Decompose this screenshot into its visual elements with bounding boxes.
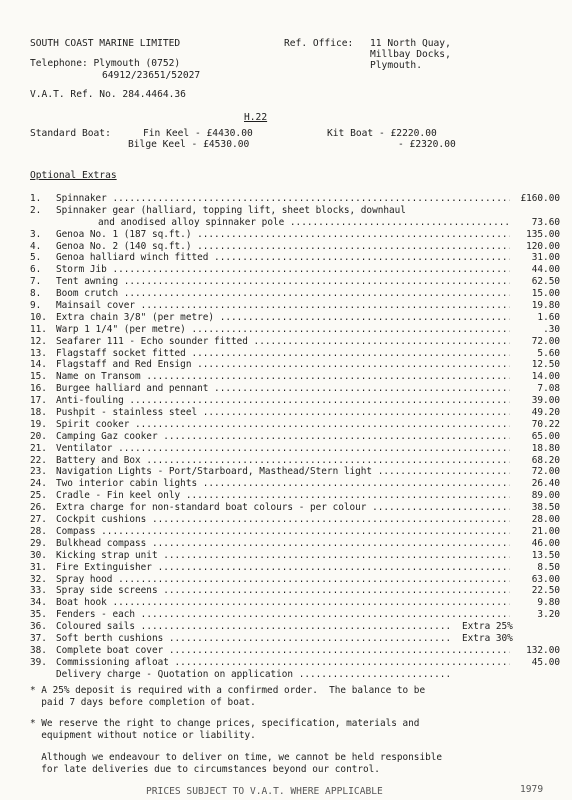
telephone-line2: 64912/23651/52027 — [102, 70, 201, 81]
extra-item-description: Delivery charge - Quotation on application ..... — [56, 669, 450, 681]
extra-item-row — [30, 562, 560, 574]
kit-boat-price: Kit Boat - £2220.00 — [327, 128, 437, 139]
extra-item-number: 4. — [30, 240, 42, 252]
extra-item-number: 27. — [30, 514, 47, 526]
extra-item-price: 45.00 — [531, 656, 560, 668]
extra-item-row — [30, 538, 560, 550]
extra-item-number: 7. — [30, 276, 42, 288]
extra-item-row — [30, 193, 560, 205]
extra-item-price: 28.00 — [531, 514, 560, 526]
extra-item-description: Flagstaff and Red Ensign ..... — [56, 359, 510, 371]
extra-item-row — [30, 633, 560, 645]
extra-item-number: 23. — [30, 466, 47, 478]
extra-item-row — [30, 526, 560, 538]
extra-item-price: 70.22 — [531, 418, 560, 430]
extra-item-description: and anodised alloy spinnaker pole ..... — [98, 217, 510, 229]
extra-item-row — [30, 466, 560, 478]
extra-item-price: 9.80 — [537, 597, 560, 609]
extra-item-row — [30, 252, 560, 264]
extra-item-description: Compass ..... — [56, 526, 510, 538]
extra-item-number: 5. — [30, 252, 42, 264]
extra-item-description: Storm Jib ..... — [56, 264, 510, 276]
extra-item-description: Navigation Lights - Port/Starboard, Masthead/Stern light ..... — [56, 466, 510, 478]
extra-item-row — [30, 490, 560, 502]
extra-item-row — [30, 455, 560, 467]
extra-item-price: 21.00 — [531, 525, 560, 537]
extra-item-row — [30, 371, 560, 383]
extra-item-description: Boat hook ..... — [56, 597, 510, 609]
extra-item-description: Kicking strap unit ..... — [56, 550, 510, 562]
extra-item-description: Anti-fouling ..... — [56, 395, 510, 407]
extra-item-number: 12. — [30, 335, 47, 347]
extra-item-row — [30, 205, 560, 217]
extra-item-number: 17. — [30, 395, 47, 407]
extra-item-number: 21. — [30, 442, 47, 454]
vat-reference: V.A.T. Ref. No. 284.4464.36 — [30, 89, 186, 100]
extra-item-description: Warp 1 1/4" (per metre) ..... — [56, 324, 510, 336]
extra-item-row — [30, 645, 560, 657]
extra-item-number: 31. — [30, 561, 47, 573]
extra-item-price: 135.00 — [526, 228, 560, 240]
extra-item-price: 13.50 — [531, 549, 560, 561]
extra-item-row — [30, 419, 560, 431]
extra-item-price: 38.50 — [531, 502, 560, 514]
telephone-line1: Telephone: Plymouth (0752) — [30, 58, 181, 69]
extra-item-price: 89.00 — [531, 490, 560, 502]
extra-item-description: Burgee halliard and pennant ..... — [56, 383, 510, 395]
extra-item-row — [30, 288, 560, 300]
extra-item-number: 2. — [30, 204, 42, 216]
extra-item-row — [30, 383, 560, 395]
extra-item-description: Complete boat cover ..... — [56, 645, 510, 657]
extra-item-number: 3. — [30, 228, 42, 240]
extra-item-number: 25. — [30, 490, 47, 502]
extra-item-number: 33. — [30, 585, 47, 597]
extra-item-description: Genoa No. 2 (140 sq.ft.) ..... — [56, 241, 510, 253]
extra-item-row — [30, 407, 560, 419]
extra-item-description: Coloured sails ..... — [56, 621, 450, 633]
extra-item-description: Boom crutch ..... — [56, 288, 510, 300]
extra-item-price: Extra 30% — [462, 632, 513, 644]
extra-item-number: 32. — [30, 573, 47, 585]
extra-item-row — [30, 621, 560, 633]
extra-item-price: 68.20 — [531, 454, 560, 466]
extra-item-number: 29. — [30, 537, 47, 549]
extra-item-price: 120.00 — [526, 240, 560, 252]
extra-item-row — [30, 359, 560, 371]
office-line2: Millbay Docks, — [370, 49, 451, 60]
extra-item-description: Name on Transom ..... — [56, 371, 510, 383]
extra-item-description: Spray hood ..... — [56, 574, 510, 586]
extra-item-price: £160.00 — [520, 193, 560, 204]
extra-item-number: 13. — [30, 347, 47, 359]
deposit-note-line2: paid 7 days before completion of boat. — [30, 697, 256, 708]
extra-item-description: Battery and Box ..... — [56, 455, 510, 467]
extra-item-price: 8.50 — [537, 561, 560, 573]
extra-item-row — [30, 443, 560, 455]
extra-item-price: 65.00 — [531, 430, 560, 442]
extra-item-number: 15. — [30, 371, 47, 383]
office-line3: Plymouth. — [370, 60, 422, 71]
extra-item-row — [30, 336, 560, 348]
delivery-note-line2: for late deliveries due to circumstances beyond our control. — [30, 764, 380, 775]
extra-item-description: Two interior cabin lights ..... — [56, 478, 510, 490]
kit-boat-price-2: - £2320.00 — [398, 139, 456, 150]
office-line1: 11 North Quay, — [370, 38, 451, 49]
extra-item-row — [30, 478, 560, 490]
extra-item-price: 132.00 — [526, 644, 560, 656]
extra-item-row — [30, 585, 560, 597]
extra-item-price: 3.20 — [537, 609, 560, 621]
extra-item-number: 26. — [30, 502, 47, 514]
extra-item-row — [30, 550, 560, 562]
extra-item-description: Tent awning ..... — [56, 276, 510, 288]
company-name: SOUTH COAST MARINE LIMITED — [30, 38, 181, 49]
extra-item-description: Extra chain 3/8" (per metre) ..... — [56, 312, 510, 324]
extra-item-number: 35. — [30, 609, 47, 621]
extra-item-number: 20. — [30, 430, 47, 442]
extra-item-number: 14. — [30, 359, 47, 371]
extra-item-price: 7.08 — [537, 383, 560, 395]
extra-item-row — [30, 597, 560, 609]
extra-item-row — [30, 217, 560, 229]
extra-item-row — [30, 431, 560, 443]
extra-item-number: 22. — [30, 454, 47, 466]
extra-item-price: 12.50 — [531, 359, 560, 371]
extra-item-number: 1. — [30, 193, 42, 204]
extra-item-row — [30, 514, 560, 526]
extra-item-number: 16. — [30, 383, 47, 395]
deposit-note-line1: * A 25% deposit is required with a confirmed order. The balance to be — [30, 685, 426, 696]
extra-item-row — [30, 312, 560, 324]
extra-item-row — [30, 657, 560, 669]
extra-item-row — [30, 241, 560, 253]
extra-item-description: Fenders - each ..... — [56, 609, 510, 621]
footer-year: 1979 — [520, 784, 544, 795]
office-label: Ref. Office: — [284, 38, 354, 49]
extra-item-description: Spirit cooker ..... — [56, 419, 510, 431]
reserve-note-line1: * We reserve the right to change prices, specification, materials and — [30, 718, 420, 729]
extra-item-price: 14.00 — [531, 371, 560, 383]
extra-item-price: 19.80 — [531, 300, 560, 312]
extra-item-price: Extra 25% — [462, 621, 513, 633]
extra-item-description: Seafarer 111 - Echo sounder fitted ..... — [56, 336, 510, 348]
extra-item-row — [30, 324, 560, 336]
extra-item-row — [30, 669, 560, 681]
extra-item-description: Cockpit cushions ..... — [56, 514, 510, 526]
extra-item-description: Spinnaker ..... — [56, 193, 510, 205]
extra-item-price: 44.00 — [531, 264, 560, 276]
extra-item-price: 22.50 — [531, 585, 560, 597]
extra-item-row — [30, 264, 560, 276]
bilge-keel-price: Bilge Keel - £4530.00 — [128, 139, 250, 150]
fin-keel-price: Fin Keel - £4430.00 — [143, 128, 253, 139]
extra-item-row — [30, 300, 560, 312]
extra-item-number: 9. — [30, 300, 42, 312]
extra-item-row — [30, 395, 560, 407]
extra-item-price: 15.00 — [531, 288, 560, 300]
extra-item-number: 38. — [30, 644, 47, 656]
extra-item-description: Genoa halliard winch fitted ..... — [56, 252, 510, 264]
extra-item-price: 18.80 — [531, 442, 560, 454]
extra-item-price: 5.60 — [537, 347, 560, 359]
extra-item-price: 62.50 — [531, 276, 560, 288]
extra-item-number: 39. — [30, 656, 47, 668]
extra-item-price: 1.60 — [537, 311, 560, 323]
extra-item-row — [30, 348, 560, 360]
extra-item-row — [30, 574, 560, 586]
extra-item-price: 49.20 — [531, 407, 560, 419]
extra-item-number: 37. — [30, 632, 47, 644]
extra-item-price: 46.00 — [531, 537, 560, 549]
extra-item-number: 19. — [30, 418, 47, 430]
extra-item-number: 8. — [30, 288, 42, 300]
extra-item-price: .30 — [543, 323, 560, 335]
extra-item-price: 26.40 — [531, 478, 560, 490]
extra-item-row — [30, 502, 560, 514]
standard-boat-label: Standard Boat: — [30, 128, 111, 139]
extra-item-description: Spray side screens ..... — [56, 585, 510, 597]
extra-item-price: 39.00 — [531, 395, 560, 407]
extra-item-row — [30, 229, 560, 241]
extra-item-description: Flagstaff socket fitted ..... — [56, 348, 510, 360]
extra-item-number: 30. — [30, 549, 47, 561]
extra-item-number: 28. — [30, 525, 47, 537]
extra-item-description: Fire Extinguisher ..... — [56, 562, 510, 574]
extra-item-number: 34. — [30, 597, 47, 609]
model-heading: H.22 — [244, 112, 268, 123]
extra-item-number: 10. — [30, 311, 47, 323]
section-title: Optional Extras — [30, 170, 117, 181]
extra-item-price: 63.00 — [531, 573, 560, 585]
extra-item-row — [30, 609, 560, 621]
extra-item-number: 6. — [30, 264, 42, 276]
extra-item-description: Cradle - Fin keel only ..... — [56, 490, 510, 502]
extra-item-description: Soft berth cushions ..... — [56, 633, 450, 645]
extra-item-description: Ventilator ..... — [56, 443, 510, 455]
extra-item-number: 24. — [30, 478, 47, 490]
vat-footer-note: PRICES SUBJECT TO V.A.T. WHERE APPLICABLE — [146, 786, 383, 797]
extra-item-number: 11. — [30, 323, 47, 335]
extra-item-description: Mainsail cover ..... — [56, 300, 510, 312]
extra-item-price: 72.00 — [531, 466, 560, 478]
extra-item-description: Extra charge for non-standard boat colours - per colour ..... — [56, 502, 510, 514]
extra-item-description: Pushpit - stainless steel ..... — [56, 407, 510, 419]
extra-item-description: Commissioning afloat ..... — [56, 657, 510, 669]
reserve-note-line2: equipment without notice or liability. — [30, 730, 256, 741]
extra-item-price: 73.60 — [531, 216, 560, 228]
extra-item-description: Spinnaker gear (halliard, topping lift, sheet blocks, downhaul — [56, 204, 406, 216]
extra-item-number: 18. — [30, 407, 47, 419]
extra-item-row — [30, 276, 560, 288]
extra-item-description: Genoa No. 1 (187 sq.ft.) ..... — [56, 229, 510, 241]
extra-item-description: Bulkhead compass ..... — [56, 538, 510, 550]
extra-item-price: 31.00 — [531, 252, 560, 264]
delivery-note-line1: Although we endeavour to deliver on time, we cannot be held responsible — [30, 752, 443, 763]
extra-item-price: 72.00 — [531, 335, 560, 347]
extras-list — [30, 193, 560, 681]
extra-item-description: Camping Gaz cooker ..... — [56, 431, 510, 443]
extra-item-number: 36. — [30, 621, 47, 633]
